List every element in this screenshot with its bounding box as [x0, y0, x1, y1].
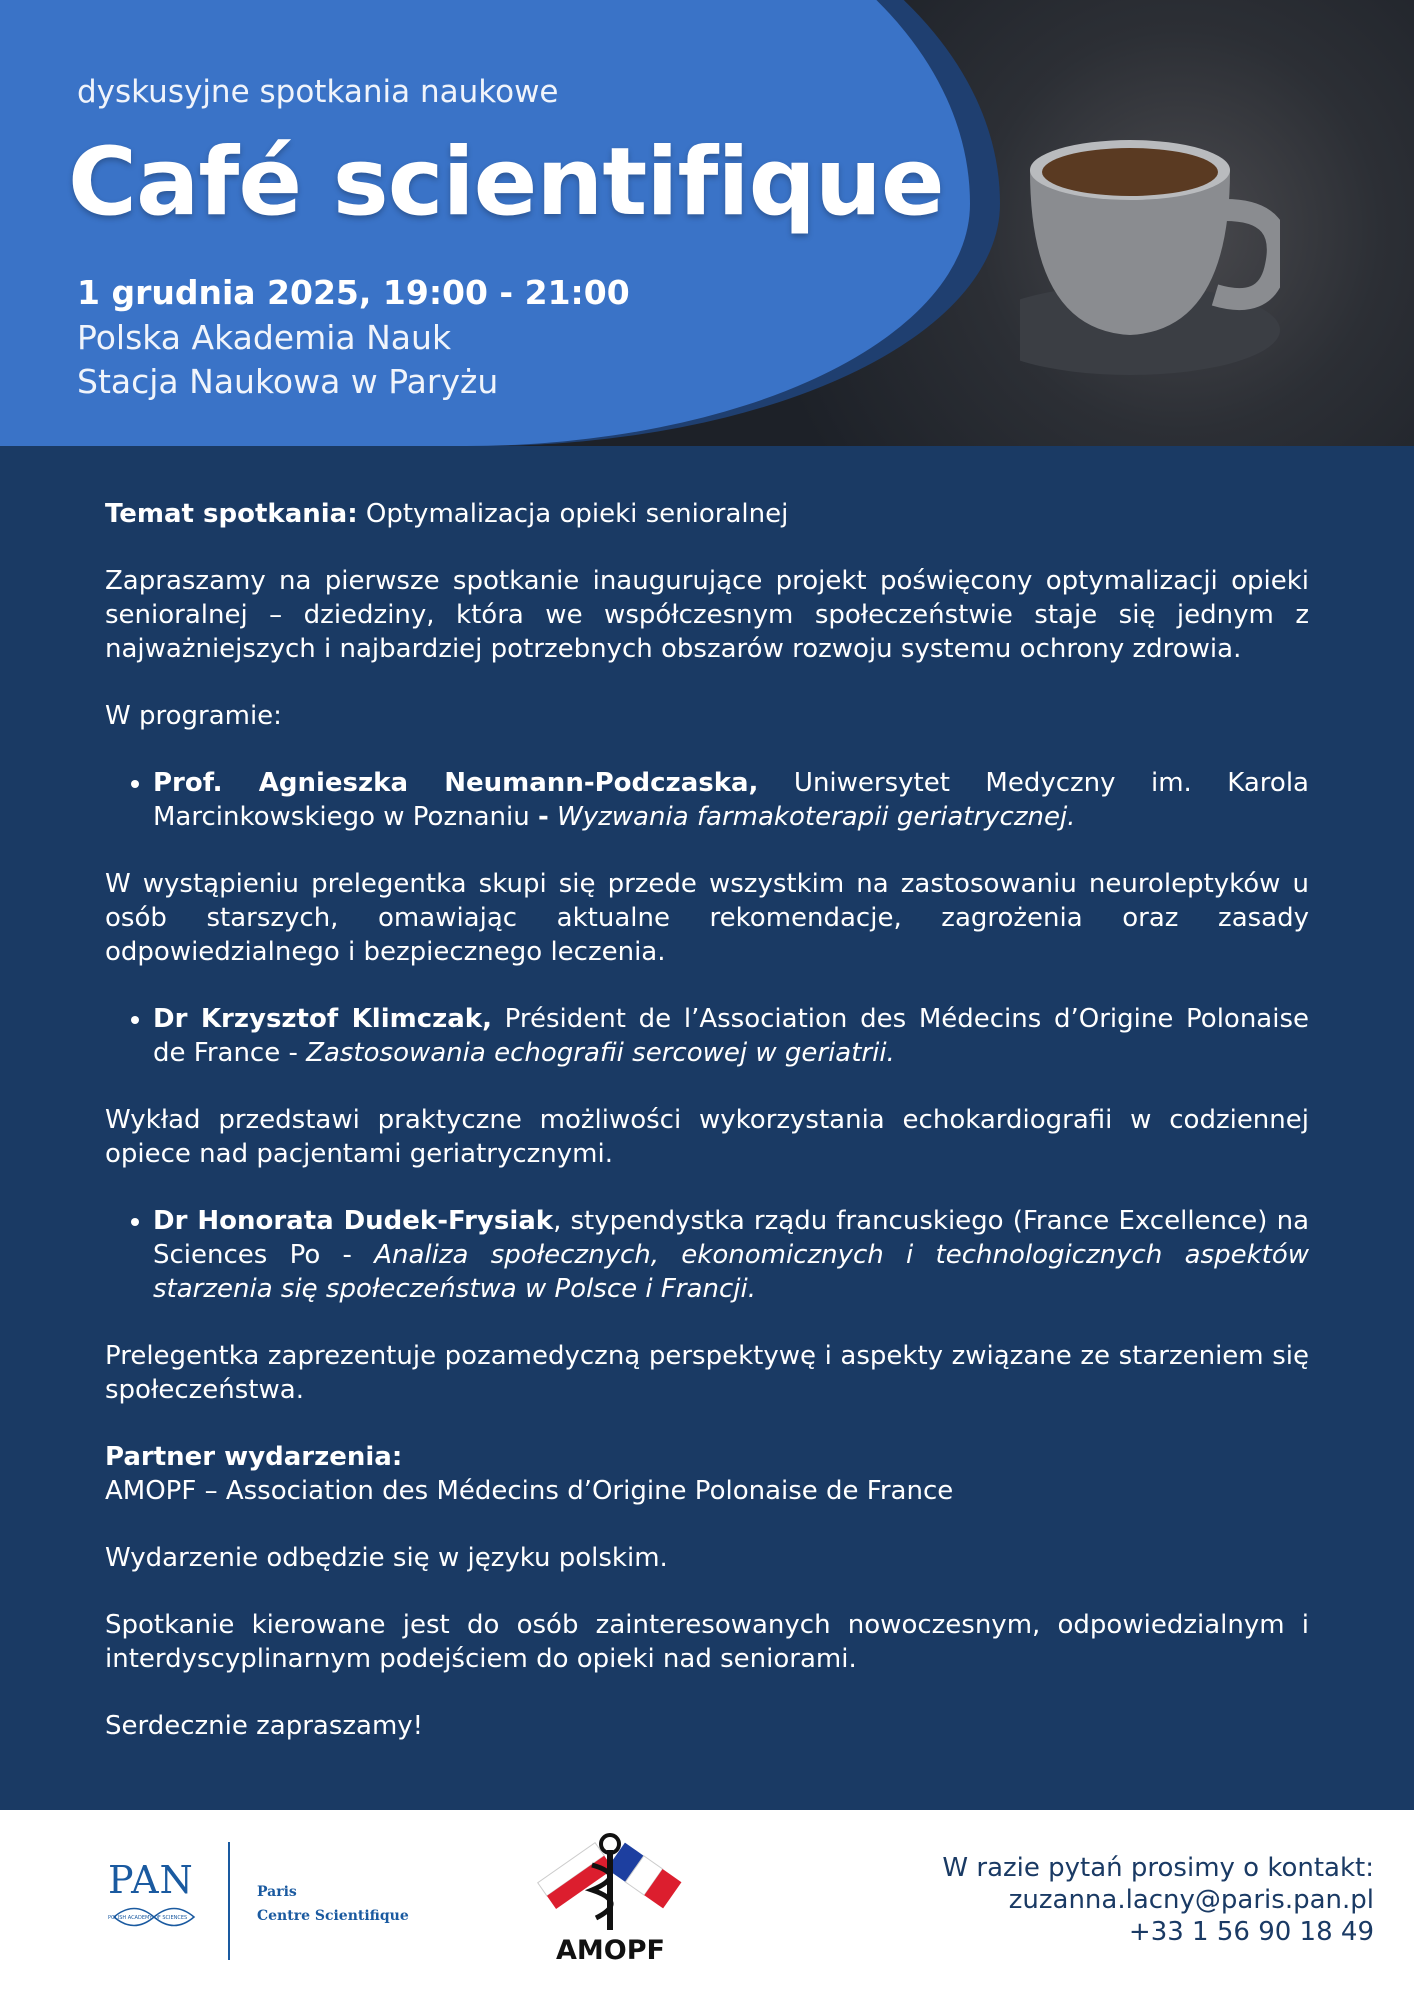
- speaker-description: W wystąpieniu prelegentka skupi się przede wszystkim na zastosowaniu neuroleptyków u osób starszych, omawiając aktualne rekomendacje, zagrożenia oraz zasady odpowiedzialnego i bezpiecznego leczenia.: [105, 869, 1309, 967]
- speaker-description: Wykład przedstawi praktyczne możliwości wykorzystania echokardiografii w codziennej opiece nad pacjentami geriatrycznymi.: [105, 1105, 1309, 1169]
- paris-line1: Paris: [257, 1884, 297, 1900]
- contact-label: W razie pytań prosimy o kontakt:: [942, 1853, 1374, 1883]
- speaker-name: Dr Krzysztof Klimczak,: [153, 1004, 492, 1034]
- audience-note: Spotkanie kierowane jest do osób zainteresowanych nowoczesnym, odpowiedzialnym i interdyscyplinarnym podejściem do opieki nad seniorami.: [105, 1610, 1309, 1674]
- speaker-name: Dr Honorata Dudek-Frysiak: [153, 1206, 554, 1236]
- speaker-description: Prelegentka zaprezentuje pozamedyczną perspektywę i aspekty związane ze starzeniem się społeczeństwa.: [105, 1341, 1309, 1405]
- topic-value: Optymalizacja opieki senioralnej: [357, 499, 789, 529]
- speaker-list-1: [105, 766, 1309, 834]
- partner-label: Partner wydarzenia:: [105, 1442, 403, 1472]
- contact-email[interactable]: zuzanna.lacny@paris.pan.pl: [1008, 1885, 1374, 1915]
- speaker-item: [153, 1204, 1309, 1306]
- partner-block: [105, 1440, 1309, 1508]
- partner-value: AMOPF – Association des Médecins d’Origine Polonaise de France: [105, 1476, 954, 1506]
- speaker-list-3: [105, 1204, 1309, 1306]
- speaker-topic: Zastosowania echografii sercowej w geriatrii.: [306, 1038, 895, 1068]
- contact-phone[interactable]: +33 1 56 90 18 49: [1128, 1917, 1374, 1947]
- pan-logo-small: POLISH ACADEMY OF SCIENCES: [108, 1915, 188, 1921]
- event-venue-line1: Polska Akademia Nauk: [77, 318, 452, 357]
- event-date: 1 grudnia 2025, 19:00 - 21:00: [77, 273, 630, 312]
- intro-paragraph: Zapraszamy na pierwsze spotkanie inaugurujące projekt poświęcony optymalizacji opieki senioralnej – dziedziny, która we współczesnym społeczeństwie staje się jednym z najważniejszych i najbardziej potrzebnych obszarów rozwoju systemu ochrony zdrowia.: [105, 566, 1309, 664]
- paris-centre-label: [257, 1880, 409, 1928]
- speaker-item: [153, 766, 1309, 834]
- contact-block: [942, 1852, 1374, 1948]
- amopf-label: AMOPF: [556, 1935, 665, 1966]
- speaker-topic: Analiza społecznych, ekonomicznych i technologicznych aspektów starzenia się społeczeństwa w Polsce i Francji.: [153, 1240, 1309, 1304]
- speaker-item: [153, 1002, 1309, 1070]
- speaker-list-2: [105, 1002, 1309, 1070]
- topic-label: Temat spotkania:: [105, 499, 358, 529]
- event-title: Café scientifique: [68, 128, 944, 237]
- speaker-topic: Wyzwania farmakoterapii geriatrycznej.: [548, 802, 1076, 832]
- header-banner: [0, 0, 1414, 446]
- closing-line: Serdecznie zapraszamy!: [105, 1711, 424, 1741]
- topic-line: [105, 497, 1309, 531]
- speaker-affiliation: Président de l’Association des Médecins d’Origine Polonaise de France -: [153, 1004, 1309, 1068]
- program-label: W programie:: [105, 701, 282, 731]
- pan-logo-text: PAN: [108, 1858, 194, 1902]
- speaker-affiliation: Uniwersytet Medyczny im. Karola Marcinkowskiego w Poznaniu: [153, 768, 1309, 832]
- footer-divider: [228, 1842, 230, 1960]
- event-subtitle: dyskusyjne spotkania naukowe: [77, 74, 559, 110]
- language-note: Wydarzenie odbędzie się w języku polskim.: [105, 1543, 668, 1573]
- event-venue-line2: Stacja Naukowa w Paryżu: [77, 362, 499, 401]
- speaker-affiliation: , stypendystka rządu francuskiego (France Excellence) na Sciences Po -: [153, 1206, 1309, 1270]
- speaker-name: Prof. Agnieszka Neumann-Podczaska,: [153, 768, 759, 798]
- coffee-cup-photo: [1020, 130, 1280, 390]
- speaker-dash: -: [537, 802, 549, 832]
- main-content: [105, 497, 1309, 1743]
- paris-line2: Centre Scientifique: [257, 1908, 409, 1924]
